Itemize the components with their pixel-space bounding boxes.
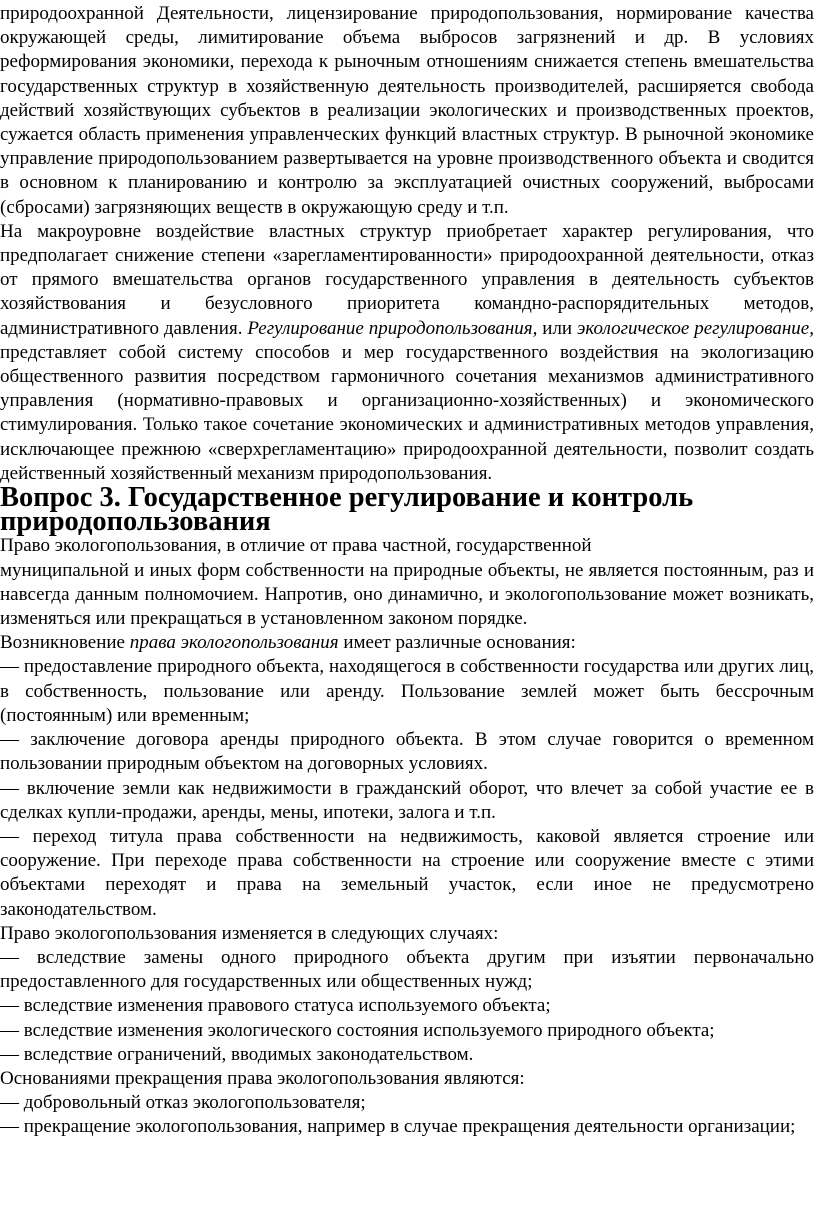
italic-term: экологическое регулирование, <box>577 317 814 339</box>
body-line: Основаниями прекращения права экологопользования являются: <box>0 1067 525 1089</box>
paragraph-text: На макроуровне воздействие властных структур приобретает характер регулирования, что предполагает снижение степени «зарегламентированности» природоохранной деятельности, отказ от прямого вмешательства органов государственного управления в деятельность субъектов хозяйствования и безусловного приоритета командно-распорядительных методов, административного давления. <box>0 220 814 339</box>
paragraph-text: имеет различные основания: <box>338 632 576 654</box>
body-line: Право экологопользования, в отличие от права частной, государственной <box>0 535 592 557</box>
body-paragraph: муниципальной и иных форм собственности на природные объекты, не является постоянным, раз и навсегда данным полномочием. Напротив, оно динамично, и экологопользование может возникать, изменяться или прекращаться в установленном законом порядке. <box>0 559 814 630</box>
body-paragraph <box>0 220 814 486</box>
italic-term: Регулирование природопользования, <box>247 317 538 339</box>
list-item: — предоставление природного объекта, находящегося в собственности государства или других лиц, в собственность, пользование или аренду. Пользование землей может быть бессрочным (постоянным) или временным; <box>0 656 814 726</box>
paragraph-text: представляет собой систему способов и мер государственного воздействия на экологизацию общественного развития посредством гармоничного сочетания механизмов административного управления (нормативно-правовых и организационно-хозяйственных) и экономического стимулирования. Только такое сочетание экономических и административных методов управления, исключающее прежнюю «сверхрегламентацию» природоохранной деятельности, позволит создать действенный хозяйственный механизм природопользования. <box>0 341 814 484</box>
body-line: Право экологопользования изменяется в следующих случаях: <box>0 922 499 944</box>
list-item: — вследствие ограничений, вводимых законодательством. <box>0 1043 474 1065</box>
section-heading: Вопрос 3. Государственное регулирование и контроль природопользования <box>0 482 694 538</box>
paragraph-text: Возникновение <box>0 632 130 654</box>
list-item: — прекращение экологопользования, например в случае прекращения деятельности организации; <box>0 1116 796 1138</box>
list-item: — добровольный отказ экологопользователя; <box>0 1092 366 1114</box>
list-item: — вследствие замены одного природного объекта другим при изъятии первоначально предоставленного для государственных или общественных нужд; <box>0 946 814 993</box>
list-item: — заключение договора аренды природного объекта. В этом случае говорится о временном пользовании природным объектом на договорных условиях. <box>0 729 814 775</box>
body-paragraph: природоохранной Деятельности, лицензирование природопользования, нормирование качества окружающей среды, лимитирование объема выбросов загрязнений и др. В условиях реформирования экономики, перехода к рыночным отношениям снижается степень вмешательства государственных структур в хозяйственную деятельность производителей, расширяется свобода действий хозяйствующих субъектов в реализации экологических и производственных проектов, сужается область применения управленческих функций властных структур. В рыночной экономике управление природопользованием развертывается на уровне производственного объекта и сводится в основном к планированию и контролю за эксплуатацией очистных сооружений, выбросами (сбросами) загрязняющих веществ в окружающую среду и т.п. <box>0 3 814 218</box>
italic-term: права экологопользования <box>129 632 339 654</box>
list-item: — вследствие изменения экологического состояния используемого природного объекта; <box>0 1019 715 1041</box>
list-item: — вследствие изменения правового статуса используемого объекта; <box>0 995 551 1017</box>
paragraph-text: или <box>537 317 578 339</box>
list-item: — переход титула права собственности на недвижимость, каковой является строение или сооружение. При переходе права собственности на строение или сооружение вместе с этими объектами переходят и права на земельный участок, если иное не предусмотрено законодательством. <box>0 825 814 920</box>
list-item: — включение земли как недвижимости в гражданский оборот, что влечет за собой участие ее в сделках купли-продажи, аренды, мены, ипотеки, залога и т.п. <box>0 777 814 823</box>
body-line <box>0 631 814 655</box>
